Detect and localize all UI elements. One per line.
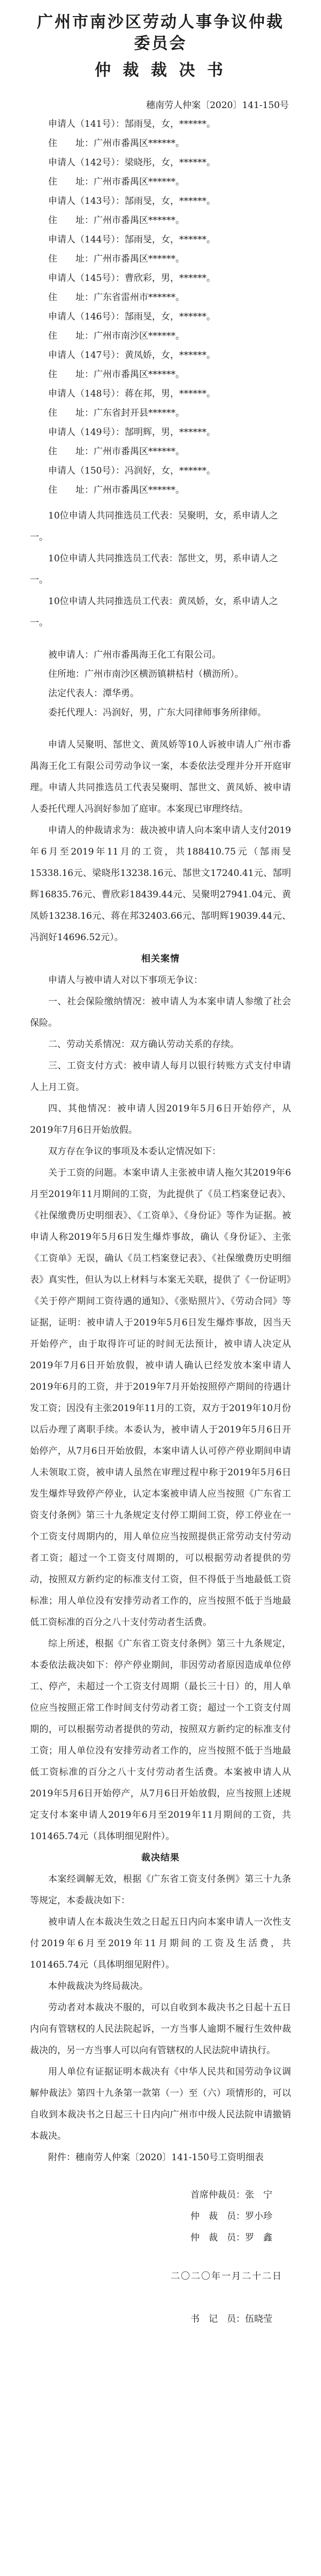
- clerk-signature: 书 记 员：伍晓莹: [190, 2314, 272, 2325]
- signature-block: [190, 2184, 291, 2249]
- party-line: 住 址：广州市番禺区******。: [48, 254, 185, 264]
- party-line: 住 址：广州市番禺区******。: [48, 485, 185, 496]
- facts-heading: 相关案情: [141, 954, 180, 964]
- representative-line: 10位申请人共同推选员工代表：吴聚明，女，系申请人之一。: [30, 510, 278, 543]
- party-line: 申请人（146号）：郜雨旻，女，******。: [48, 311, 216, 322]
- party-line: 申请人（142号）：梁晓彤，女，******。: [48, 157, 216, 168]
- party-line: 住 址：广州市番禺区******。: [48, 177, 185, 187]
- party-line: 申请人（149号）：郜明辉，男，******。: [48, 427, 216, 438]
- ruling-effect: 本仲裁裁决为终局裁决。: [48, 1981, 148, 1992]
- fact-item: 二、劳动关系情况：双方确认劳动关系的存续。: [48, 1039, 239, 1050]
- appeal-notice: 劳动者对本裁决不服的，可以自收到本裁决书之日起十五日内向有管辖权的人民法院起诉，一方当事人逾期不履行生效仲裁裁决的，另一方当事人可以向有管辖权的人民法院申请执行。: [30, 2002, 291, 2056]
- arbitrator: 仲 裁 员：罗 鑫: [190, 2232, 272, 2243]
- disputes-paragraph: 关于工资的问题。本案申请人主张被申请人拖欠其2019年6月至2019年11月期间的工资，为此提供了《员工档案登记表》、《社保缴费历史明细表》、《工资单》、《身份证》等作为证据。被申请人称2019年5月6日发生爆炸事故，确认《身份证》、主张《工资单》无误，确认《员工档案登记表》、《社保缴费历史明细表》真实性，但认为以上材料与本案无关联，提供了《一份证明》《关于停产期间工资待遇的通知》、《张贴照片》、《劳动合同》等证据，证明：被申请人于2019年5月6日发生爆炸事故，因当天开始停产，由于取得许可证的时间无法预计，被申请人决定从2019年7月6日开始放假，被申请人确认已经发放本案申请人2019年6月的工资，并于2019年7月开始按照停产期间的待遇计发工资；因没有主张2019年11月的工资，双方于2019年10月份以后办理了离职手续。本委认为，被申请人于2019年5月6日开始停产，从7月6日开始放假，本案申请人认可停产停业期间申请人未领取工资，被申请人虽然在审理过程中称于2019年5月6日发生爆炸导致停产停业，认定本案被申请人应当按照《广东省工资支付条例》第三十九条规定支付停工期间工资，停工停业在一个工资支付周期内的，用人单位应当按照提供正常劳动支付劳动者工资；超过一个工资支付周期的，可以根据劳动者提供的劳动，按照双方新约定的标准支付工资，但不得低于当地最低工资标准；用人单位没有安排劳动者工作的，应当按照不低于当地最低工资标准的百分之八十支付劳动者生活费。: [30, 1168, 291, 1628]
- disputes-intro: 双方存在争议的事项及本委认定情况如下：: [48, 1146, 221, 1157]
- chief-arbitrator: 首席仲裁员：张 宁: [190, 2190, 272, 2200]
- attachment-note: 附件：穗南劳人仲案〔2020〕141-150号工资明细表: [48, 2152, 264, 2163]
- ruling-reason-paragraph: 综上所述，根据《广东省工资支付条例》第三十九条规定，本委依法裁决如下：停产停业期间，非因劳动者原因造成单位停工、停产，未超过一个工资支付周期（最长三十日）的，用人单位应当按照正常工作时间支付劳动者工资；超过一个工资支付周期的，可以根据劳动者提供的劳动，按照双方新约定的标准支付工资；用人单位没有安排劳动者工作的，应当按照不低于当地最低工资标准的百分之八十支付劳动者生活费。本案被申请人从2019年5月6日开始停产，从7月6日开始放假，应当按照上述规定支付本案申请人2019年6月至2019年11月期间的工资，共101465.74元（具体明细见附件）。: [30, 1638, 291, 1842]
- party-line: 申请人（148号）：蒋在邦，男，******。: [48, 388, 216, 399]
- respondent-line: 住所地：广州市南沙区横沥镇耕桔村（横沥所）。: [48, 669, 244, 680]
- party-line: 申请人（150号）：冯润好，女，******。: [48, 466, 216, 476]
- respondent-line: 法定代表人：潭华勇。: [48, 688, 139, 699]
- party-line: 住 址：广州市番禺区******。: [48, 369, 185, 380]
- party-line: 住 址：广州市番禺区******。: [48, 138, 185, 149]
- case-intro: 申请人吴聚明、郜世文、黄凤娇等10人诉被申请人广州市番禺海王化工有限公司劳动争议一案，本委依法受理并分开开庭审理。申请人共同推选员工代表吴聚明、郜世文、黄凤娇、被申请人委托代理人冯润好参加了庭审。本案现已审理终结。: [30, 740, 291, 814]
- parties-list: [30, 115, 291, 500]
- arbitrator: 仲 裁 员：罗小珍: [190, 2211, 272, 2222]
- party-line: 住 址：广东省雷州市******。: [48, 292, 185, 303]
- fact-item: 一、社会保险缴纳情况：被申请人为本案申请人参缴了社会保险。: [30, 996, 291, 1028]
- ruling-basis: 本案经调解无效，根据《广东省工资支付条例》第三十九条等规定，本委裁决如下：: [30, 1874, 291, 1906]
- party-line: 申请人（147号）：黄凤娇，女，******。: [48, 350, 216, 361]
- fact-item: 三、工资支付方式：被申请人每月以银行转账方式支付申请人上月工资。: [30, 1061, 291, 1093]
- ruling-result: 被申请人在本裁决生效之日起五日内向本案申请人一次性支付2019年6月至2019年11月期间的工资及生活费，共101465.74元（具体明细见附件）。: [30, 1917, 291, 1970]
- revocation-notice: 用人单位有证据证明本裁决有《中华人民共和国劳动争议调解仲裁法》第四十九条第一款第（一）至（六）项情形的，可以自收到本裁决书之日起三十日内向广州市中级人民法院申请撤销本裁决。: [30, 2067, 291, 2141]
- party-line: 申请人（141号）：郜雨旻，女，******。: [48, 119, 216, 129]
- party-line: 住 址：广州市番禺区******。: [48, 446, 185, 457]
- party-line: 申请人（143号）：郜雨旻，女，******。: [48, 196, 216, 207]
- representative-line: 10位申请人共同推选员工代表：郜世文，男，系申请人之一。: [30, 553, 278, 585]
- ruling-heading: 裁决结果: [141, 1853, 180, 1863]
- party-line: 住 址：广州市番禺区******。: [48, 215, 185, 226]
- claims-paragraph: 申请人的仲裁请求为：裁决被申请人向本案申请人支付2019年6月至2019年11月的工资，共188410.75元（郜雨旻15338.16元、梁晓彤13238.16元、郜世文17240.41元、郜明辉16835.76元、曹欣彩18439.44元、吴聚明27941.04元、黄凤娇13238.16元、蒋在邦32403.66元、郜明辉19039.44元、冯润好14696.52元）。: [30, 825, 291, 943]
- facts-intro: 申请人与被申请人对以下事项无争议：: [48, 975, 203, 986]
- party-line: 申请人（145号）：曹欣彩，男，******。: [48, 273, 216, 284]
- fact-item: 四、其他情况：被申请人因2019年5月6日开始停产，从2019年7月6日开始放假。: [30, 1103, 291, 1135]
- authority-title: 广州市南沙区劳动人事争议仲裁委员会: [37, 13, 284, 53]
- party-line: 申请人（144号）：郜雨旻，女，******。: [48, 234, 216, 245]
- representative-line: 10位申请人共同推选员工代表：黄凤娇，女，系申请人之一。: [30, 596, 278, 628]
- award-date: 二〇二〇年一月二十二日: [171, 2271, 282, 2282]
- respondent-line: 被申请人：广州市番禺海王化工有限公司。: [48, 650, 221, 660]
- document-title: 仲 裁 裁 决 书: [95, 61, 226, 80]
- party-line: 住 址：广东省封开县******。: [48, 408, 185, 418]
- respondent-block: [30, 645, 291, 722]
- respondent-line: 委托代理人：冯润好，男，广东大同律师事务所律师。: [48, 707, 266, 718]
- case-number: 穗南劳人仲案〔2020〕141-150号: [146, 100, 289, 111]
- representatives-list: [30, 505, 291, 634]
- party-line: 住 址：广州市南沙区******。: [48, 331, 185, 341]
